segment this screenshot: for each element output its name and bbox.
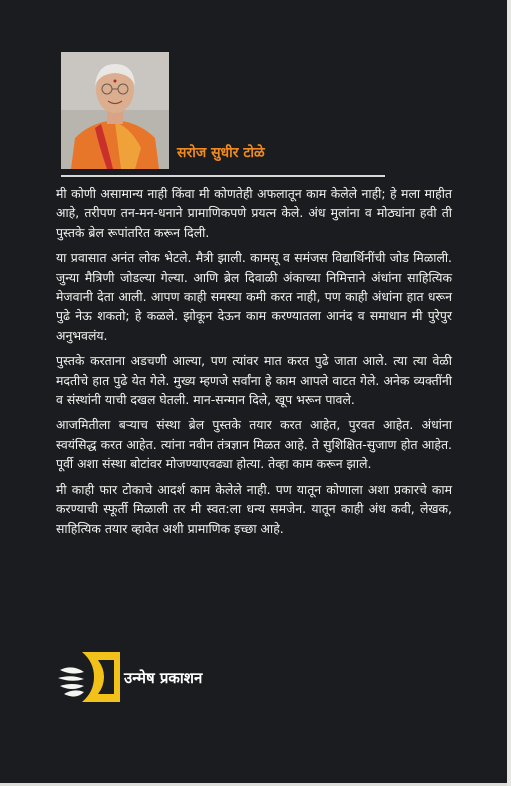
blurb-paragraph: या प्रवासात अनंत लोक भेटले. मैत्री झाली. कामसू व समंजस विद्यार्थिनींची जोड मिळाली. जुन्या मैत्रिणी जोडल्या गेल्या. आणि ब्रेल दिवाळी अंकाच्या निमित्ताने अंधांना साहित्यिक मेजवानी देता आली. आपण काही समस्या कमी करत नाही, पण काही अंधांना हात धरून पुढे नेऊ शकतो; हे कळले. झोकून देऊन काम करण्यातला आनंद व समाधान मी पुरेपुर अनुभवलंय. [56, 250, 452, 343]
blurb-paragraph: मी काही फार टोकाचे आदर्श काम केलेले नाही. पण यातून कोणाला अशा प्रकारचे काम करण्याची स्फूर्ती मिळाली तर मी स्वत:ला धन्य समजेन. यातून काही अंध कवी, लेखक, साहित्यिक तयार व्हावेत अशी प्रामाणिक इच्छा आहे. [56, 481, 452, 536]
publisher-name: उन्मेष प्रकाशन [124, 669, 203, 687]
author-name: सरोज सुधीर टोळे [177, 145, 265, 161]
publisher-logo-icon [58, 648, 120, 706]
blurb-paragraph: मी कोणी असामान्य नाही किंवा मी कोणतेही अफलातून काम केलेले नाही; हे मला माहीत आहे, तरीपण तन-मन-धनाने प्रामाणिकपणे प्रयत्न केले. अंध मुलांना व मोठ्यांना हवी ती पुस्तके ब्रेल रूपांतरित करून दिली. [56, 186, 452, 240]
page-edge [507, 0, 511, 786]
divider-rule [61, 175, 385, 177]
blurb-paragraph: आजमितीला बऱ्याच संस्था ब्रेल पुस्तके तयार करत आहेत, पुरवत आहेत. अंधांना स्वयंसिद्ध करत आहेत. त्यांना नवीन तंत्रज्ञान मिळत आहे. ते सुशिक्षित-सुजाण होत आहेत. पूर्वी अशा संस्था बोटांवर मोजण्याएवढ्या होत्या. तेव्हा काम करून झाले. [56, 417, 452, 472]
blurb-text [56, 184, 452, 544]
author-photo [61, 52, 169, 169]
blurb-paragraph: पुस्तके करताना अडचणी आल्या, पण त्यांवर मात करत पुढे जाता आले. त्या त्या वेळी मदतीचे हात पुढे येत गेले. मुख्य म्हणजे सर्वांना हे काम आपले वाटत गेले. अनेक व्यक्तींनी व संस्थांनी याची दखल घेतली. मान-सन्मान दिले, खूप भरून पावले. [56, 353, 452, 408]
